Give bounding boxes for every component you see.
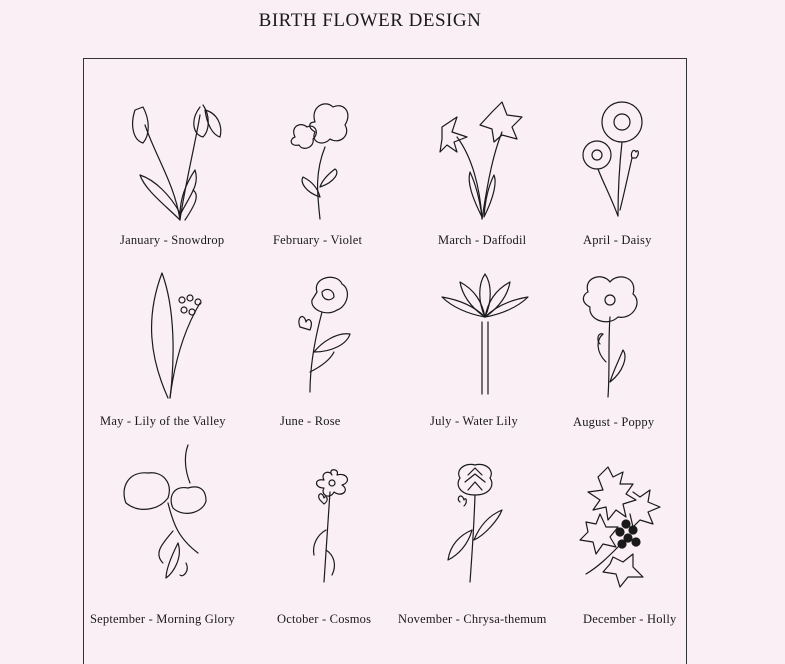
- rose-icon: [292, 272, 362, 397]
- flower-label: July - Water Lily: [430, 414, 518, 428]
- flower-label: June - Rose: [280, 414, 341, 428]
- poppy-icon: [578, 272, 648, 402]
- flower-label: January - Snowdrop: [120, 233, 225, 247]
- daffodil-icon: [432, 97, 532, 222]
- flower-label: August - Poppy: [573, 415, 655, 429]
- morning-glory-icon: [118, 443, 218, 583]
- flower-label: April - Daisy: [583, 233, 652, 247]
- flower-label: November - Chrysa-themum: [398, 612, 547, 626]
- page-title: BIRTH FLOWER DESIGN: [258, 10, 482, 31]
- flower-label: February - Violet: [273, 233, 363, 247]
- flower-label: October - Cosmos: [277, 612, 372, 626]
- holly-icon: [578, 462, 663, 587]
- flower-label: September - Morning Glory: [90, 612, 235, 626]
- flower-label: March - Daffodil: [438, 233, 527, 247]
- flower-label: December - Holly: [583, 612, 677, 626]
- lily-of-the-valley-icon: [140, 268, 215, 403]
- water-lily-icon: [440, 272, 530, 397]
- cosmos-icon: [302, 470, 362, 585]
- daisy-icon: [580, 100, 650, 220]
- chrysanthemum-icon: [440, 460, 510, 585]
- violet-icon: [285, 97, 355, 222]
- snowdrop-icon: [125, 95, 235, 225]
- flower-label: May - Lily of the Valley: [100, 414, 226, 428]
